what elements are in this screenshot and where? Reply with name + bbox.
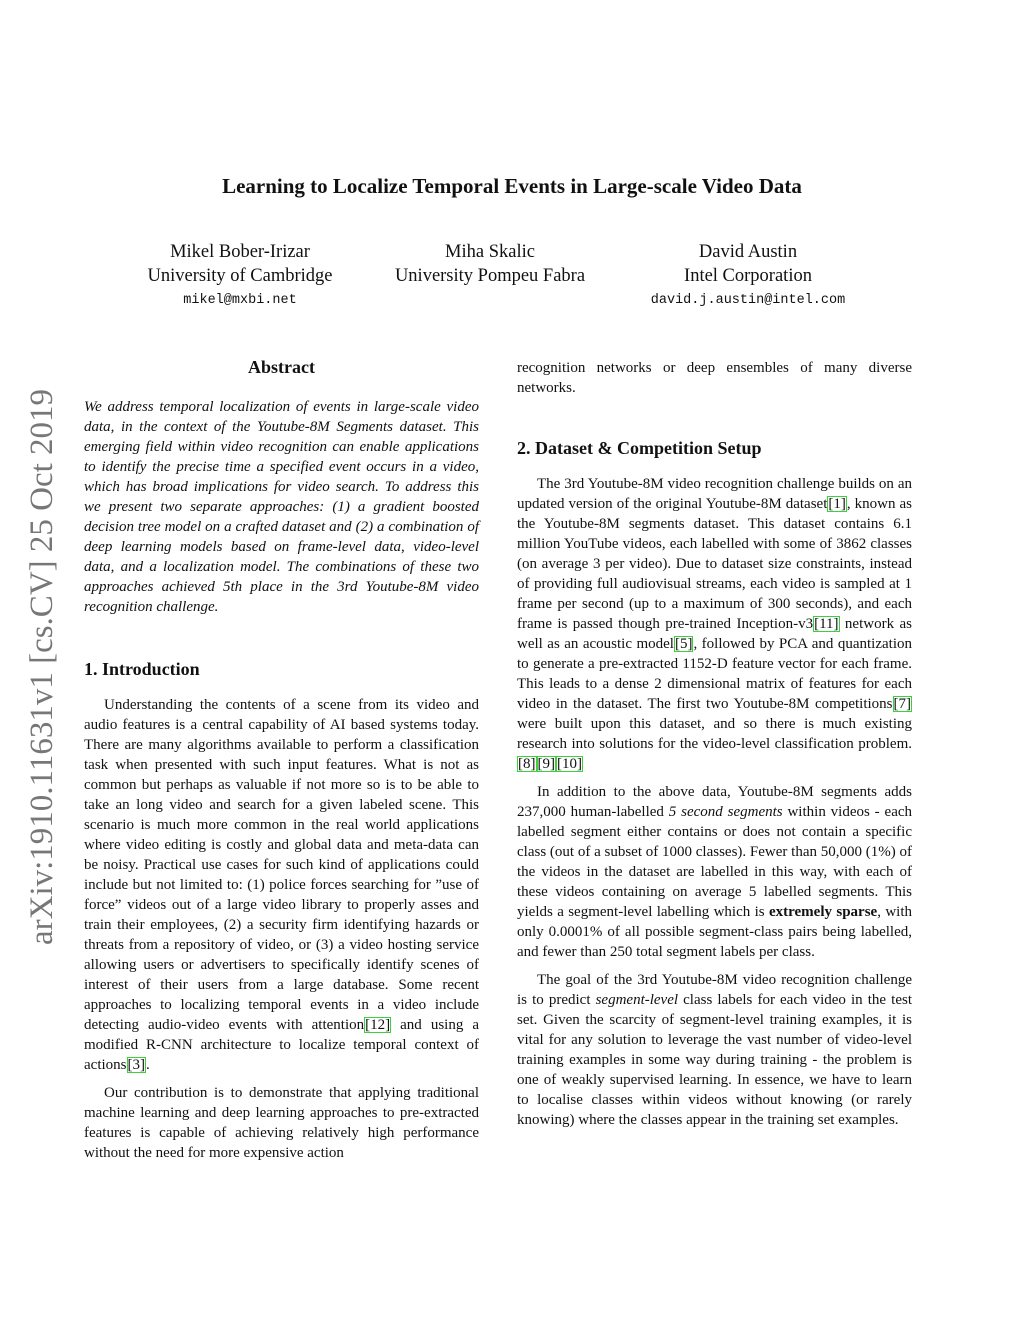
text-run: , known as the Youtube-8M segments dataset. This dataset contains 6.1 million YouTube videos, each labelled with some of 3862 classes (on average 3 per video). Due to dataset size constraints, instead of providing full audiovisual streams, each video is sampled at 1 frame per second (up to a maximum of 300 seconds), and each frame is passed though pre-trained Inception-v3	[517, 496, 912, 632]
right-column	[517, 358, 912, 1138]
text-run: within videos - each labelled segment either contains or does not contain a specific class (out of a subset of 1000 classes). Fewer than 50,000 (1%) of the videos in the dataset are labelled in this way, with each of these videos containing on average 5 labelled segments. This yields a segment-level labelling which is	[517, 804, 913, 920]
intro-paragraph: Our contribution is to demonstrate that applying traditional machine learning and deep learning approaches to pre-extracted features is capable of achieving relatively high performance without the need for more expensive action	[84, 1085, 479, 1161]
paper-title: Learning to Localize Temporal Events in Large-scale Video Data	[222, 174, 802, 198]
dataset-paragraph	[517, 782, 912, 962]
emphasis-text: segment-level	[595, 992, 679, 1008]
text-run: class labels for each video in the test set. Given the scarcity of segment-level training examples, it is vital for any solution to leverage the vast number of video-level training examples in some way during training - the problem is one of weakly supervised learning. In essence, we have to learn to localise classes within videos without knowing (or rarely knowing) where the classes appear in the training set examples.	[517, 992, 912, 1128]
citation-link[interactable]: [12]	[365, 1017, 391, 1033]
intro-paragraph-continued: recognition networks or deep ensembles of many diverse networks.	[517, 360, 912, 396]
author-affiliation: University of Cambridge	[147, 266, 333, 286]
citation-link[interactable]: [8]	[518, 756, 536, 772]
author-email: mikel@mxbi.net	[183, 293, 297, 308]
citation-link[interactable]: [5]	[674, 636, 693, 652]
author-affiliation: Intel Corporation	[684, 266, 812, 286]
intro-paragraph	[84, 695, 479, 1075]
author-block	[628, 240, 868, 314]
author-block	[120, 240, 360, 314]
text-run: and using a modified R-CNN architecture to localize temporal context of actions	[84, 1017, 479, 1073]
citation-link[interactable]: [1]	[828, 496, 846, 512]
author-name: Mikel Bober-Irizar	[170, 242, 310, 262]
text-run: The 3rd Youtube-8M video recognition challenge builds on an updated version of the original Youtube-8M dataset	[517, 476, 912, 512]
text-run: In addition to the above data, Youtube-8M segments adds 237,000 human-labelled	[517, 784, 912, 820]
citation-link[interactable]: [9]	[537, 756, 555, 772]
author-name: David Austin	[698, 242, 798, 262]
text-run: network as well as an acoustic model	[517, 616, 912, 652]
citation-link[interactable]: [11]	[814, 616, 839, 632]
author-block	[370, 240, 610, 288]
text-run: were built upon this dataset, and so there is much existing research into solutions for the video-level classification problem.	[517, 716, 912, 752]
author-email: david.j.austin@intel.com	[650, 293, 846, 308]
section-heading-introduction: 1. Introduction	[84, 659, 200, 679]
abstract-text: We address temporal localization of events in large-scale video data, in the context of the Youtube-8M Segments dataset. This emerging field within video recognition can enable applications to identify the precise time a specified event occurs in a video, which has broad implications for video search. To address this we present two separate approaches: (1) a gradient boosted decision tree model on a crafted dataset and (2) a combination of deep learning models based on frame-level data, video-level data, and a localization model. The combinations of these two approaches achieved 5th place in the 3rd Youtube-8M video recognition challenge.	[84, 399, 479, 615]
text-run: .	[146, 1057, 150, 1073]
citation-link[interactable]: [7]	[893, 696, 911, 712]
emphasis-text: 5 second segments	[668, 804, 783, 820]
abstract-heading: Abstract	[248, 357, 315, 377]
left-column	[84, 355, 479, 1171]
text-run: , followed by PCA and quantization to generate a pre-extracted 1152-D feature vector for each frame. This leads to a dense 2 dimensional matrix of features for each video in the dataset. The first two Youtube-8M competitions	[517, 636, 912, 712]
citation-link[interactable]: [3]	[127, 1057, 145, 1073]
text-run: The goal of the 3rd Youtube-8M video recognition challenge is to predict	[517, 972, 912, 1008]
dataset-paragraph	[517, 474, 912, 774]
author-name: Miha Skalic	[445, 242, 535, 262]
arxiv-stamp: arXiv:1910.11631v1 [cs.CV] 25 Oct 2019	[24, 388, 60, 945]
citation-link[interactable]: [10]	[557, 756, 582, 772]
text-run: , with only 0.0001% of all possible segment-class pairs being labelled, and fewer than 250 total segment labels per class.	[517, 904, 912, 960]
section-heading-dataset: 2. Dataset & Competition Setup	[517, 438, 762, 458]
text-run: Understanding the contents of a scene from its video and audio features is a central capability of AI based systems today. There are many algorithms available to perform a classification task when presented with such input features. What is not as common but perhaps as valuable if not more so is to be able to take an long video and search for a given labeled scene. This scenario is much more common in the real world applications where video editing is costly and global data and meta-data can be noisy. Practical use cases for such kind of applications could include but not limited to: (1) police forces searching for ”use of force” videos out of a large video library to properly asses and train their employees, (2) a security firm identifying hazards or threats from a repository of video, or (3) a video hosting service allowing users or advertisers to specifically identify scenes of interest of their users from a large database. Some recent approaches to localizing temporal events in a video include detecting audio-video events with attention	[84, 697, 479, 1033]
author-affiliation: University Pompeu Fabra	[394, 266, 586, 286]
dataset-paragraph	[517, 970, 912, 1130]
bold-text: extremely sparse	[768, 904, 878, 920]
